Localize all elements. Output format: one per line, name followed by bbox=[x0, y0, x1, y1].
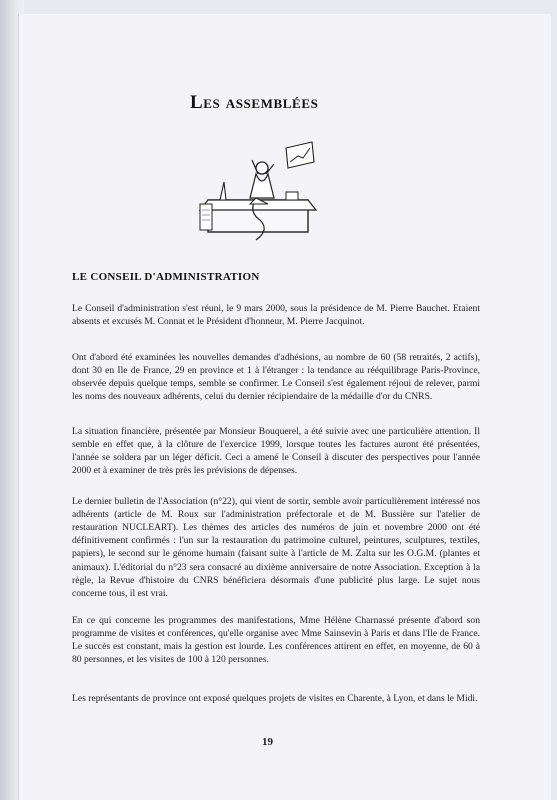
paragraph: Le dernier bulletin de l'Association (n°22), qui vient de sortir, semble avoir particulièrement intéressé nos adhérents (article de M. Roux sur l'administration préfectorale et de M. Bussière sur l'atelier de restauration NUCLEART). Les thèmes des articles des numéros de juin et novembre 2000 ont été définitivement confirmés : l'un sur la restauration du patrimoine culturel, peintures, sculptures, textiles, papiers), le second sur le génome humain (faisant suite à l'article de M. Zalta sur les O.G.M. (plantes et animaux). L'éditorial du n°23 sera consacré au dixième anniversaire de notre Association. Exception à la règle, la Revue d'histoire du CNRS bénéficiera désormais d'une publicité plus large. Le sujet nous concerne tous, il est vrai. bbox=[72, 495, 480, 600]
page-number: 19 bbox=[262, 736, 273, 748]
page-title: Les assemblées bbox=[190, 92, 319, 113]
section-heading: LE CONSEIL D'ADMINISTRATION bbox=[72, 271, 260, 283]
paragraph: Ont d'abord été examinées les nouvelles demandes d'adhésions, au nombre de 60 (58 retraités, 2 actifs), dont 30 en Ile de France, 29 en province et 1 à l'étranger : la tendance au rééquilibrage Paris-Province, observée depuis quelque temps, semble se confirmer. Le Conseil s'est également réjoui de relever, parmi les noms des nouveaux adhérents, celui du dernier récipiendaire de la médaille d'or du CNRS. bbox=[72, 351, 480, 403]
meeting-cartoon-illustration bbox=[190, 138, 330, 250]
document-page bbox=[18, 14, 551, 800]
paragraph: Le Conseil d'administration s'est réuni, le 9 mars 2000, sous la présidence de M. Pierre Bauchet. Etaient absents et excusés M. Connat et le Président d'honneur, M. Pierre Jacquinot. bbox=[72, 302, 480, 327]
paragraph: La situation financière, présentée par Monsieur Bouquerel, a été suivie avec une particulière attention. Il semble en effet que, à la clôture de l'exercice 1999, lorsque toutes les factures auront été présentées, l'année se soldera par un léger déficit. Ceci a amené le Conseil à discuter des perspectives pour l'année 2000 et à examiner de très près les prévisions de dépenses. bbox=[72, 425, 480, 477]
paragraph: En ce qui concerne les programmes des manifestations, Mme Hélène Charnassé présente d'abord son programme de visites et conférences, qu'elle organise avec Mme Sainsevin à Paris et dans l'Ile de France. Le succès est constant, mais la gestion est lourde. Les conférences attirent en effet, en moyenne, de 60 à 80 personnes, et les visites de 100 à 120 personnes. bbox=[72, 614, 480, 666]
paragraph: Les représentants de province ont exposé quelques projets de visites en Charente, à Lyon, et dans le Midi. bbox=[72, 692, 478, 704]
